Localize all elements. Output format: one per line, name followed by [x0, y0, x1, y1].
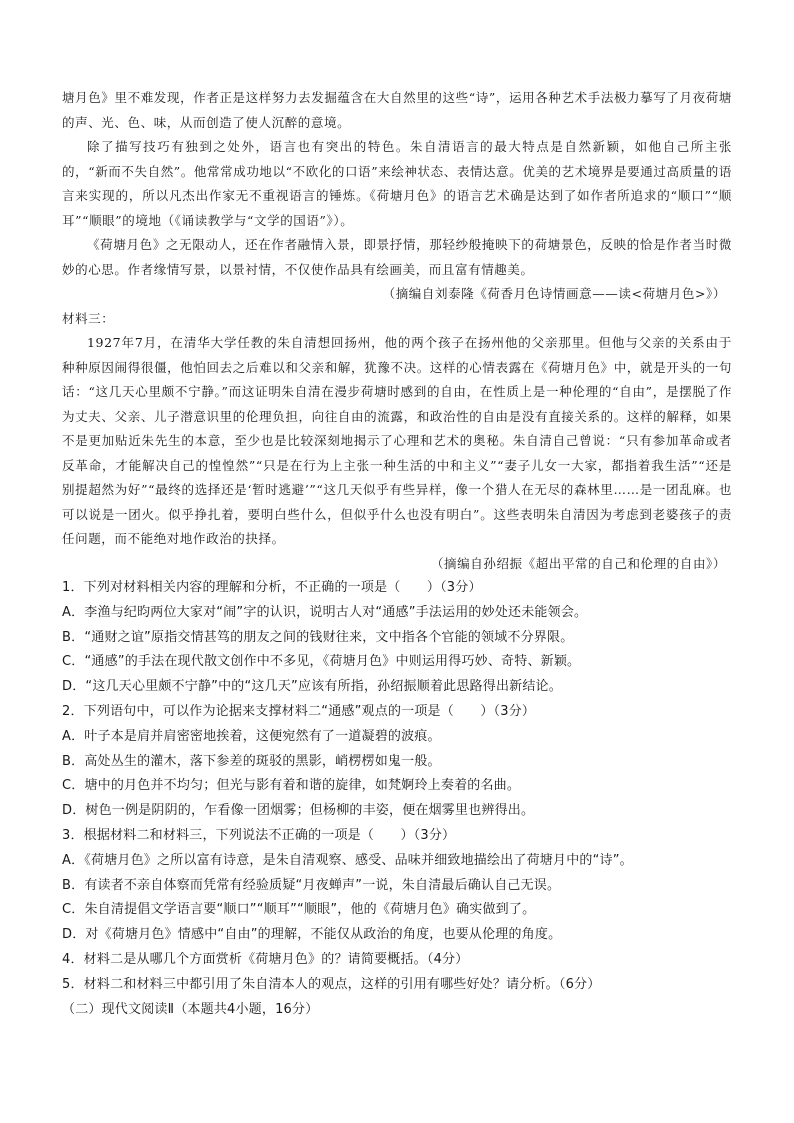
- material-three-source: （摘编自孙绍振《超出平常的自己和伦理的自由》）: [430, 555, 726, 571]
- document-page: [62, 86, 732, 1022]
- section-heading: （二）现代文阅读Ⅱ（本题共4小题，16分）: [62, 1001, 319, 1017]
- question-4: [62, 948, 732, 973]
- material-three-paragraph: 1927年7月，在清华大学任教的朱自清想回扬州，他的两个孩子在扬州他的父亲那里。但他与父亲的关系由于种种原因闹得很僵，他怕回去之后难以和父亲和解，犹豫不决。这样的心情表露在《荷塘月色》中，就是开头的一句话：“这几天心里颇不宁静。”而这证明朱自清在漫步荷塘时感到的自由，在性质上是一种伦理的“自由”，是摆脱了作为丈夫、父亲、儿子潜意识里的伦理负担，向往自由的流露，和政治性的自由是没有直接关系的。这样的解释，如果不是更加贴近朱先生的本意，至少也是比较深刻地揭示了心理和艺术的奥秘。朱自清自己曾说：“只有参加革命或者反革命，才能解决自己的惶惶然”“只是在行为上主张一种生活的中和主义”“妻子儿女一大家，都指着我生活”“还是别提超然为好”“最终的选择还是‘暂时逃避’”“这几天似乎有些异样，像一个猎人在无尽的森林里……是一团乱麻。也可以说是一团火。似乎挣扎着，要明白些什么，但似乎什么也没有明白”。这些表明朱自清因为考虑到老婆孩子的责任问题，而不能绝对地作政治的抉择。: [62, 335, 732, 546]
- question-option: B．高处丛生的灌木，落下参差的斑驳的黑影，峭楞楞如鬼一般。: [62, 753, 441, 769]
- question-option: A．李渔与纪昀两位大家对“闹”字的认识，说明古人对“通感”手法运用的妙处还未能领会。: [62, 604, 588, 620]
- material-two-paragraph-emotion: 《荷塘月色》之无限动人，还在作者融情入景，即景抒情，那轻纱般掩映下的荷塘景色，反映的恰是作者当时微妙的心思。作者缘情写景，以景衬情，不仅使作品具有绘画美，而且富有情趣美。: [62, 237, 732, 277]
- material-three-label: 材料三：: [62, 310, 115, 326]
- question-option: D．“这几天心里颇不宁静”中的“这几天”应该有所指，孙绍振顺着此思路得出新结论。: [62, 679, 562, 695]
- question-stem: 4．材料二是从哪几个方面赏析《荷塘月色》的？请简要概括。（4分）: [62, 951, 469, 967]
- question-5: [62, 973, 732, 998]
- question-stem: 2．下列语句中，可以作为论据来支撑材料二“通感”观点的一项是（ ）（3分）: [62, 703, 536, 719]
- question-option: A．叶子本是肩并肩密密地挨着，这便宛然有了一道凝碧的波痕。: [62, 728, 441, 744]
- material-two-paragraph-continuation: 塘月色》里不难发现，作者正是这样努力去发掘蕴含在大自然里的这些“诗”，运用各种艺术手法极力摹写了月夜荷塘的声、光、色、味，从而创造了使人沉醉的意境。: [62, 90, 732, 130]
- question-option: A．《荷塘月色》之所以富有诗意，是朱自清观察、感受、品味并细致地描绘出了荷塘月中的“诗”。: [62, 852, 633, 868]
- material-two-source: （摘编自刘泰隆《荷香月色诗情画意——读<荷塘月色>》）: [382, 286, 726, 301]
- question-option: C．塘中的月色并不均匀；但光与影有着和谐的旋律，如梵婀玲上奏着的名曲。: [62, 778, 521, 794]
- question-stem: 1．下列对材料相关内容的理解和分析，不正确的一项是（ ）（3分）: [62, 580, 482, 595]
- material-two-paragraph-language: 除了描写技巧有独到之处外，语言也有突出的特色。朱自清语言的最大特点是自然新颖，如他自己所主张的，“新而不失自然”。他常常成功地以“不欧化的口语”来绘神状态、表情达意。优美的艺术境界是要通过高质量的语言来实现的，所以凡杰出作家无不重视语言的锤炼。《荷塘月色》的语言艺术确是达到了如作者所追求的“顺口”“顺耳”“顺眼”的境地（《诵读教学与“文学的国语”》）。: [62, 139, 732, 228]
- question-option: C．朱自清提倡文学语言要“顺口”“顺耳”“顺眼”，他的《荷塘月色》确实做到了。: [62, 902, 536, 918]
- question-stem: 3．根据材料二和材料三，下列说法不正确的一项是（ ）（3分）: [62, 827, 456, 843]
- question-3: [62, 824, 732, 948]
- question-2: [62, 700, 732, 824]
- question-option: B．有读者不亲自体察而凭常有经验质疑“月夜蝉声”一说，朱自清最后确认自己无误。: [62, 877, 561, 893]
- question-stem: 5．材料二和材料三中都引用了朱自清本人的观点，这样的引用有哪些好处？请分析。（6分）: [62, 976, 601, 992]
- material-two-passage: [62, 86, 732, 307]
- questions-section: [62, 576, 732, 1022]
- question-option: B．“通财之谊”原指交情甚笃的朋友之间的钱财往来，文中指各个官能的领域不分界限。: [62, 629, 574, 645]
- question-option: C．“通感”的手法在现代散文创作中不多见，《荷塘月色》中则运用得巧妙、奇特、新颖。: [62, 654, 581, 670]
- question-1: [62, 576, 732, 700]
- question-option: D．树色一例是阴阴的，乍看像一团烟雾；但杨柳的丰姿，便在烟雾里也辨得出。: [62, 803, 535, 819]
- material-three-passage: [62, 307, 732, 577]
- question-option: D．对《荷塘月色》情感中“自由”的理解，不能仅从政治的角度，也要从伦理的角度。: [62, 927, 562, 943]
